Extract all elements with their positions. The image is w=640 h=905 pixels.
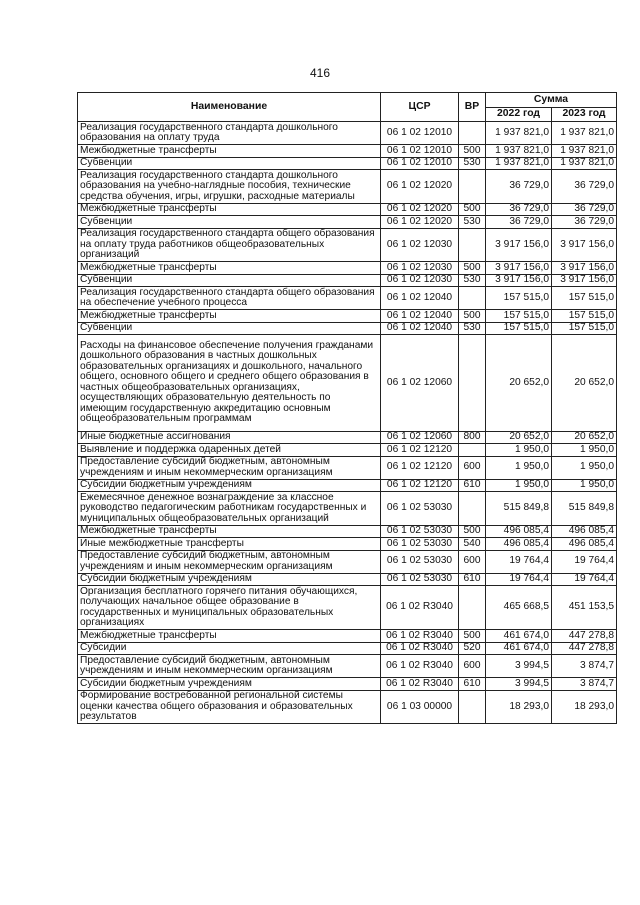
row-csr: 06 1 02 53030 — [381, 573, 459, 586]
row-vr: 610 — [459, 573, 486, 586]
row-amount-2023: 20 652,0 — [552, 431, 617, 444]
row-name: Субвенции — [78, 274, 381, 287]
table-row — [78, 335, 617, 432]
row-amount-2022: 1 950,0 — [486, 456, 552, 479]
table-row — [78, 479, 617, 492]
row-amount-2023: 496 085,4 — [552, 538, 617, 551]
row-name: Расходы на финансовое обеспечение получения гражданами дошкольного образования в частных дошкольных образовательных организациях и дошкольного, начального общего, основного общего и среднего общего образования в частных общеобразовательных организациях, осуществляющих образовательную деятельность по имеющим государственную аккредитацию основным общеобразовательным программам — [78, 335, 381, 432]
row-amount-2022: 157 515,0 — [486, 287, 552, 310]
table-row — [78, 228, 617, 262]
row-amount-2022: 157 515,0 — [486, 322, 552, 335]
row-name: Иные межбюджетные трансферты — [78, 538, 381, 551]
row-vr: 610 — [459, 678, 486, 691]
table-row — [78, 287, 617, 310]
row-amount-2022: 19 764,4 — [486, 573, 552, 586]
row-name: Реализация государственного стандарта дошкольного образования на оплату труда — [78, 122, 381, 145]
row-amount-2022: 1 937 821,0 — [486, 145, 552, 158]
row-name: Субвенции — [78, 157, 381, 170]
row-csr: 06 1 02 12030 — [381, 274, 459, 287]
row-amount-2022: 465 668,5 — [486, 586, 552, 630]
row-amount-2023: 19 764,4 — [552, 573, 617, 586]
row-name: Реализация государственного стандарта дошкольного образования на учебно-наглядные пособия, технические средства обучения, игры, игрушки, расходные материалы — [78, 170, 381, 204]
row-name: Выявление и поддержка одаренных детей — [78, 444, 381, 457]
row-amount-2023: 3 874,7 — [552, 678, 617, 691]
table-row — [78, 216, 617, 229]
row-amount-2023: 3 874,7 — [552, 655, 617, 678]
row-csr: 06 1 03 00000 — [381, 690, 459, 724]
row-amount-2023: 451 153,5 — [552, 586, 617, 630]
row-name: Субсидии бюджетным учреждениям — [78, 678, 381, 691]
row-vr — [459, 170, 486, 204]
row-amount-2022: 3 917 156,0 — [486, 262, 552, 275]
page-number: 416 — [309, 66, 331, 80]
table-row — [78, 444, 617, 457]
row-amount-2022: 20 652,0 — [486, 431, 552, 444]
table-row — [78, 456, 617, 479]
row-amount-2023: 1 937 821,0 — [552, 145, 617, 158]
table-row — [78, 630, 617, 643]
table-row — [78, 550, 617, 573]
row-csr: 06 1 02 12040 — [381, 310, 459, 323]
table-row — [78, 203, 617, 216]
row-vr: 530 — [459, 157, 486, 170]
row-amount-2023: 1 950,0 — [552, 479, 617, 492]
row-vr: 530 — [459, 322, 486, 335]
header-year-2023: 2023 год — [552, 108, 617, 122]
row-amount-2023: 157 515,0 — [552, 322, 617, 335]
table-row — [78, 170, 617, 204]
row-vr — [459, 228, 486, 262]
row-amount-2022: 1 950,0 — [486, 479, 552, 492]
row-name: Формирование востребованной региональной системы оценки качества общего образования и образовательных результатов — [78, 690, 381, 724]
table-row — [78, 262, 617, 275]
table-row — [78, 690, 617, 724]
header-csr: ЦСР — [381, 93, 459, 122]
row-name: Предоставление субсидий бюджетным, автономным учреждениям и иным некоммерческим организациям — [78, 550, 381, 573]
row-amount-2022: 19 764,4 — [486, 550, 552, 573]
table-row — [78, 655, 617, 678]
row-vr: 540 — [459, 538, 486, 551]
row-amount-2023: 3 917 156,0 — [552, 228, 617, 262]
row-csr: 06 1 02 12120 — [381, 479, 459, 492]
table-row — [78, 431, 617, 444]
row-amount-2022: 3 994,5 — [486, 655, 552, 678]
table-row — [78, 274, 617, 287]
row-amount-2023: 36 729,0 — [552, 216, 617, 229]
row-amount-2022: 18 293,0 — [486, 690, 552, 724]
row-amount-2023: 515 849,8 — [552, 492, 617, 526]
row-name: Предоставление субсидий бюджетным, автономным учреждениям и иным некоммерческим организациям — [78, 456, 381, 479]
header-vr: ВР — [459, 93, 486, 122]
row-amount-2022: 3 917 156,0 — [486, 274, 552, 287]
row-amount-2023: 1 950,0 — [552, 456, 617, 479]
row-amount-2023: 447 278,8 — [552, 630, 617, 643]
row-csr: 06 1 02 12020 — [381, 203, 459, 216]
row-amount-2023: 19 764,4 — [552, 550, 617, 573]
row-amount-2022: 496 085,4 — [486, 538, 552, 551]
row-vr: 500 — [459, 262, 486, 275]
row-vr: 500 — [459, 310, 486, 323]
row-vr — [459, 287, 486, 310]
row-name: Межбюджетные трансферты — [78, 525, 381, 538]
row-name: Реализация государственного стандарта общего образования на обеспечение учебного процесса — [78, 287, 381, 310]
row-vr — [459, 122, 486, 145]
row-amount-2022: 20 652,0 — [486, 335, 552, 432]
row-amount-2023: 1 937 821,0 — [552, 122, 617, 145]
table-row — [78, 492, 617, 526]
row-amount-2023: 3 917 156,0 — [552, 274, 617, 287]
table-row — [78, 678, 617, 691]
row-vr: 520 — [459, 642, 486, 655]
table-row — [78, 586, 617, 630]
row-vr — [459, 690, 486, 724]
budget-table — [77, 92, 617, 724]
row-csr: 06 1 02 12030 — [381, 262, 459, 275]
row-amount-2023: 447 278,8 — [552, 642, 617, 655]
row-vr: 610 — [459, 479, 486, 492]
row-name: Иные бюджетные ассигнования — [78, 431, 381, 444]
row-vr — [459, 444, 486, 457]
row-csr: 06 1 02 R3040 — [381, 642, 459, 655]
row-name: Реализация государственного стандарта общего образования на оплату труда работников общеобразовательных организаций — [78, 228, 381, 262]
row-amount-2022: 157 515,0 — [486, 310, 552, 323]
row-vr: 600 — [459, 550, 486, 573]
table-row — [78, 145, 617, 158]
row-name: Предоставление субсидий бюджетным, автономным учреждениям и иным некоммерческим организациям — [78, 655, 381, 678]
row-csr: 06 1 02 R3040 — [381, 630, 459, 643]
row-amount-2022: 3 917 156,0 — [486, 228, 552, 262]
row-csr: 06 1 02 12020 — [381, 170, 459, 204]
row-csr: 06 1 02 12040 — [381, 322, 459, 335]
row-vr: 600 — [459, 456, 486, 479]
row-amount-2023: 157 515,0 — [552, 287, 617, 310]
row-csr: 06 1 02 12120 — [381, 456, 459, 479]
row-amount-2023: 3 917 156,0 — [552, 262, 617, 275]
row-vr: 530 — [459, 274, 486, 287]
row-vr: 800 — [459, 431, 486, 444]
table-body — [78, 122, 617, 724]
row-csr: 06 1 02 12040 — [381, 287, 459, 310]
row-amount-2022: 36 729,0 — [486, 216, 552, 229]
row-csr: 06 1 02 R3040 — [381, 586, 459, 630]
row-amount-2022: 36 729,0 — [486, 203, 552, 216]
row-vr — [459, 335, 486, 432]
row-vr: 500 — [459, 145, 486, 158]
row-amount-2022: 3 994,5 — [486, 678, 552, 691]
row-csr: 06 1 02 12120 — [381, 444, 459, 457]
row-csr: 06 1 02 12010 — [381, 157, 459, 170]
row-amount-2023: 496 085,4 — [552, 525, 617, 538]
row-amount-2022: 515 849,8 — [486, 492, 552, 526]
row-amount-2023: 1 950,0 — [552, 444, 617, 457]
row-vr: 600 — [459, 655, 486, 678]
row-amount-2022: 36 729,0 — [486, 170, 552, 204]
row-name: Субсидии бюджетным учреждениям — [78, 479, 381, 492]
table-row — [78, 538, 617, 551]
row-csr: 06 1 02 53030 — [381, 550, 459, 573]
row-vr — [459, 492, 486, 526]
row-name: Субвенции — [78, 216, 381, 229]
row-amount-2023: 36 729,0 — [552, 170, 617, 204]
row-csr: 06 1 02 R3040 — [381, 655, 459, 678]
row-csr: 06 1 02 53030 — [381, 538, 459, 551]
row-vr: 500 — [459, 203, 486, 216]
row-name: Организация бесплатного горячего питания обучающихся, получающих начальное общее образование в государственных и муниципальных образовательных организациях — [78, 586, 381, 630]
row-name: Межбюджетные трансферты — [78, 262, 381, 275]
row-amount-2023: 36 729,0 — [552, 203, 617, 216]
row-name: Ежемесячное денежное вознаграждение за классное руководство педагогическим работникам государственных и муниципальных общеобразовательных организаций — [78, 492, 381, 526]
table-row — [78, 573, 617, 586]
table-row — [78, 122, 617, 145]
row-csr: 06 1 02 12020 — [381, 216, 459, 229]
row-amount-2023: 157 515,0 — [552, 310, 617, 323]
row-name: Межбюджетные трансферты — [78, 203, 381, 216]
row-amount-2023: 20 652,0 — [552, 335, 617, 432]
row-amount-2022: 496 085,4 — [486, 525, 552, 538]
row-amount-2022: 461 674,0 — [486, 630, 552, 643]
row-csr: 06 1 02 12060 — [381, 335, 459, 432]
row-csr: 06 1 02 R3040 — [381, 678, 459, 691]
row-name: Субсидии — [78, 642, 381, 655]
row-vr: 500 — [459, 630, 486, 643]
row-name: Межбюджетные трансферты — [78, 310, 381, 323]
row-amount-2022: 1 937 821,0 — [486, 157, 552, 170]
row-name: Межбюджетные трансферты — [78, 630, 381, 643]
row-csr: 06 1 02 12010 — [381, 122, 459, 145]
table-row — [78, 322, 617, 335]
row-amount-2023: 18 293,0 — [552, 690, 617, 724]
row-amount-2022: 1 950,0 — [486, 444, 552, 457]
row-amount-2023: 1 937 821,0 — [552, 157, 617, 170]
row-csr: 06 1 02 53030 — [381, 492, 459, 526]
row-amount-2022: 461 674,0 — [486, 642, 552, 655]
row-csr: 06 1 02 12060 — [381, 431, 459, 444]
header-year-2022: 2022 год — [486, 108, 552, 122]
row-name: Субсидии бюджетным учреждениям — [78, 573, 381, 586]
row-name: Межбюджетные трансферты — [78, 145, 381, 158]
row-csr: 06 1 02 12030 — [381, 228, 459, 262]
row-csr: 06 1 02 53030 — [381, 525, 459, 538]
header-sum: Сумма — [486, 93, 617, 108]
header-name: Наименование — [78, 93, 381, 122]
row-vr: 500 — [459, 525, 486, 538]
row-name: Субвенции — [78, 322, 381, 335]
row-vr — [459, 586, 486, 630]
row-vr: 530 — [459, 216, 486, 229]
table-row — [78, 525, 617, 538]
table-row — [78, 310, 617, 323]
row-amount-2022: 1 937 821,0 — [486, 122, 552, 145]
row-csr: 06 1 02 12010 — [381, 145, 459, 158]
table-row — [78, 642, 617, 655]
table-row — [78, 157, 617, 170]
